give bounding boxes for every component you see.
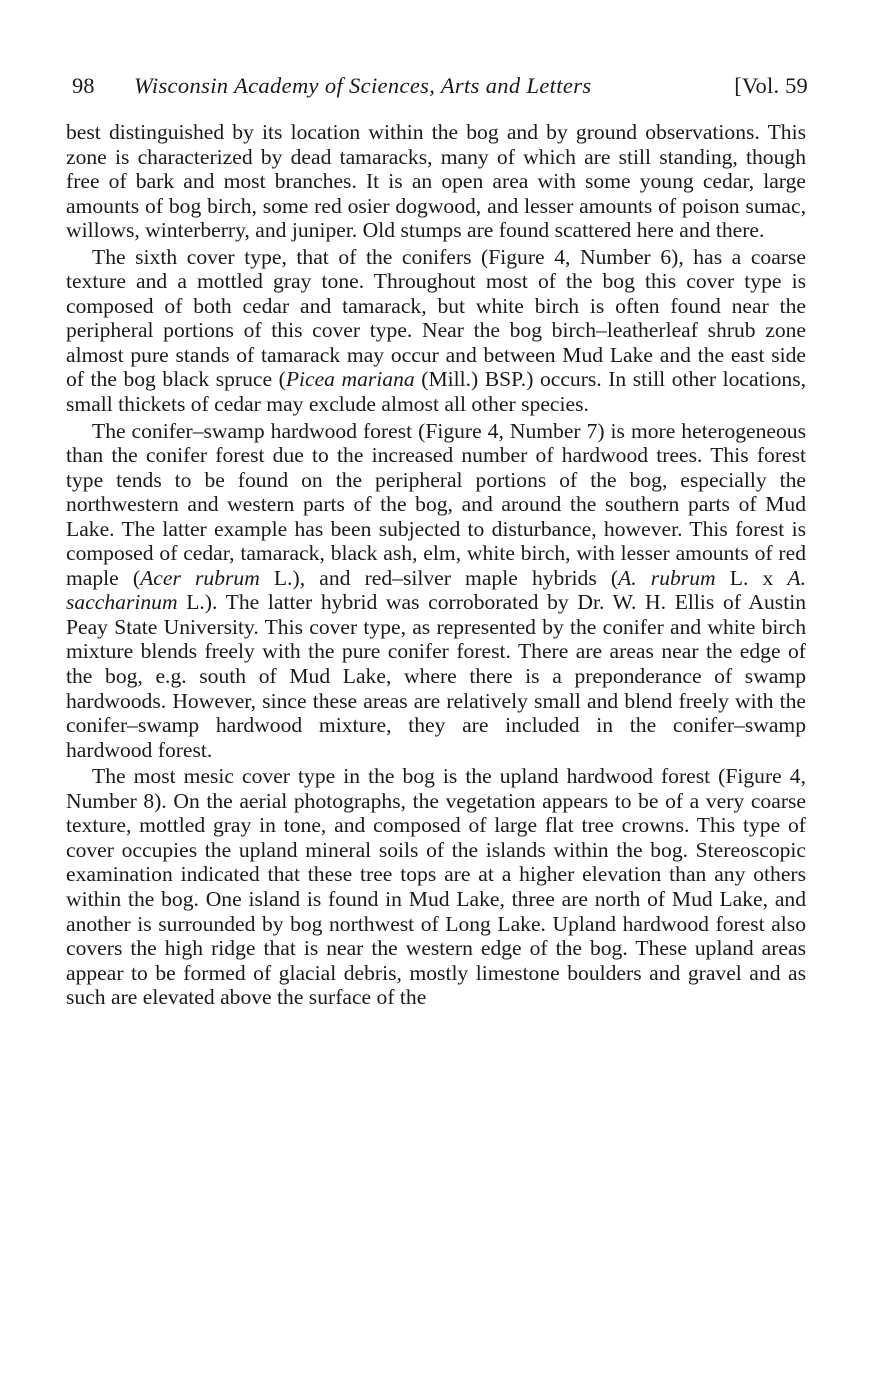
paragraph-3: [66, 419, 806, 763]
page-number: 98: [72, 73, 95, 98]
paragraph-text: best distinguished by its location within the bog and by ground observations. This zone is characterized by dead tamaracks, many of which are still standing, though free of bark and most branches. It is an open area with some young cedar, large amounts of bog birch, some red osier dogwood, and lesser amounts of poison sumac, willows, winterberry, and juniper. Old stumps are found scattered here and there.: [66, 120, 806, 243]
volume-label: [Vol. 59: [734, 73, 808, 98]
running-header: [66, 60, 806, 112]
paragraph-text: L. x: [715, 565, 788, 590]
paragraph-4: [66, 764, 806, 1009]
journal-title: Wisconsin Academy of Sciences, Arts and Letters: [134, 73, 592, 98]
species-name: A. saccharinum: [66, 565, 807, 615]
body-text: [66, 120, 806, 1010]
paragraph-text: The conifer–swamp hardwood forest (Figure 4, Number 7) is more heterogeneous than the conifer forest due to the increased number of hardwood trees. This forest type tends to be found on the peripheral portions of the bog, especially the northwestern and western parts of the bog, and around the southern parts of Mud Lake. The latter example has been subjected to disturbance, however. This forest is composed of cedar, tamarack, black ash, elm, white birch, with lesser amounts of red maple (: [66, 418, 806, 590]
species-name: A. rubrum: [618, 565, 716, 590]
paragraph-text: L.), and red–silver maple hybrids (: [259, 565, 619, 590]
species-name: Picea mariana: [285, 367, 415, 392]
paragraph-text: The most mesic cover type in the bog is the upland hardwood forest (Figure 4, Number 8). On the aerial photographs, the vegetation appears to be of a very coarse texture, mottled gray in tone, and composed of large flat tree crowns. This type of cover occupies the upland mineral soils of the islands within the bog. Stereoscopic examination indicated that these tree tops are at a higher elevation than any others within the bog. One island is found in Mud Lake, three are north of Mud Lake, and another is surrounded by bog northwest of Long Lake. Upland hardwood forest also covers the high ridge that is near the western edge of the bog. These upland areas appear to be formed of glacial debris, mostly limestone boulders and gravel and as such are elevated above the surface of the: [66, 764, 806, 1010]
paragraph-2: [66, 245, 806, 417]
species-name: Acer rubrum: [140, 565, 260, 590]
paragraph-text: L.). The latter hybrid was corroborated by Dr. W. H. Ellis of Austin Peay State University. This cover type, as represented by the conifer and white birch mixture blends freely with the pure conifer forest. There are areas near the edge of the bog, e.g. south of Mud Lake, where there is a preponderance of swamp hardwoods. However, since these areas are relatively small and blend freely with the conifer–swamp hardwood mixture, they are included in the conifer–swamp hardwood forest.: [66, 590, 806, 762]
paragraph-text: The sixth cover type, that of the conifers (Figure 4, Number 6), has a coarse texture and a mottled gray tone. Throughout most of the bog this cover type is composed of both cedar and tamarack, but white birch is often found near the peripheral portions of this cover type. Near the bog birch–leatherleaf shrub zone almost pure stands of tamarack may occur and between Mud Lake and the east side of the bog black spruce (: [66, 244, 806, 392]
paragraph-text: (Mill.) BSP.) occurs. In still other locations, small thickets of cedar may exclude almost all other species.: [66, 367, 806, 417]
page: [66, 60, 806, 1010]
paragraph-1: [66, 120, 806, 243]
